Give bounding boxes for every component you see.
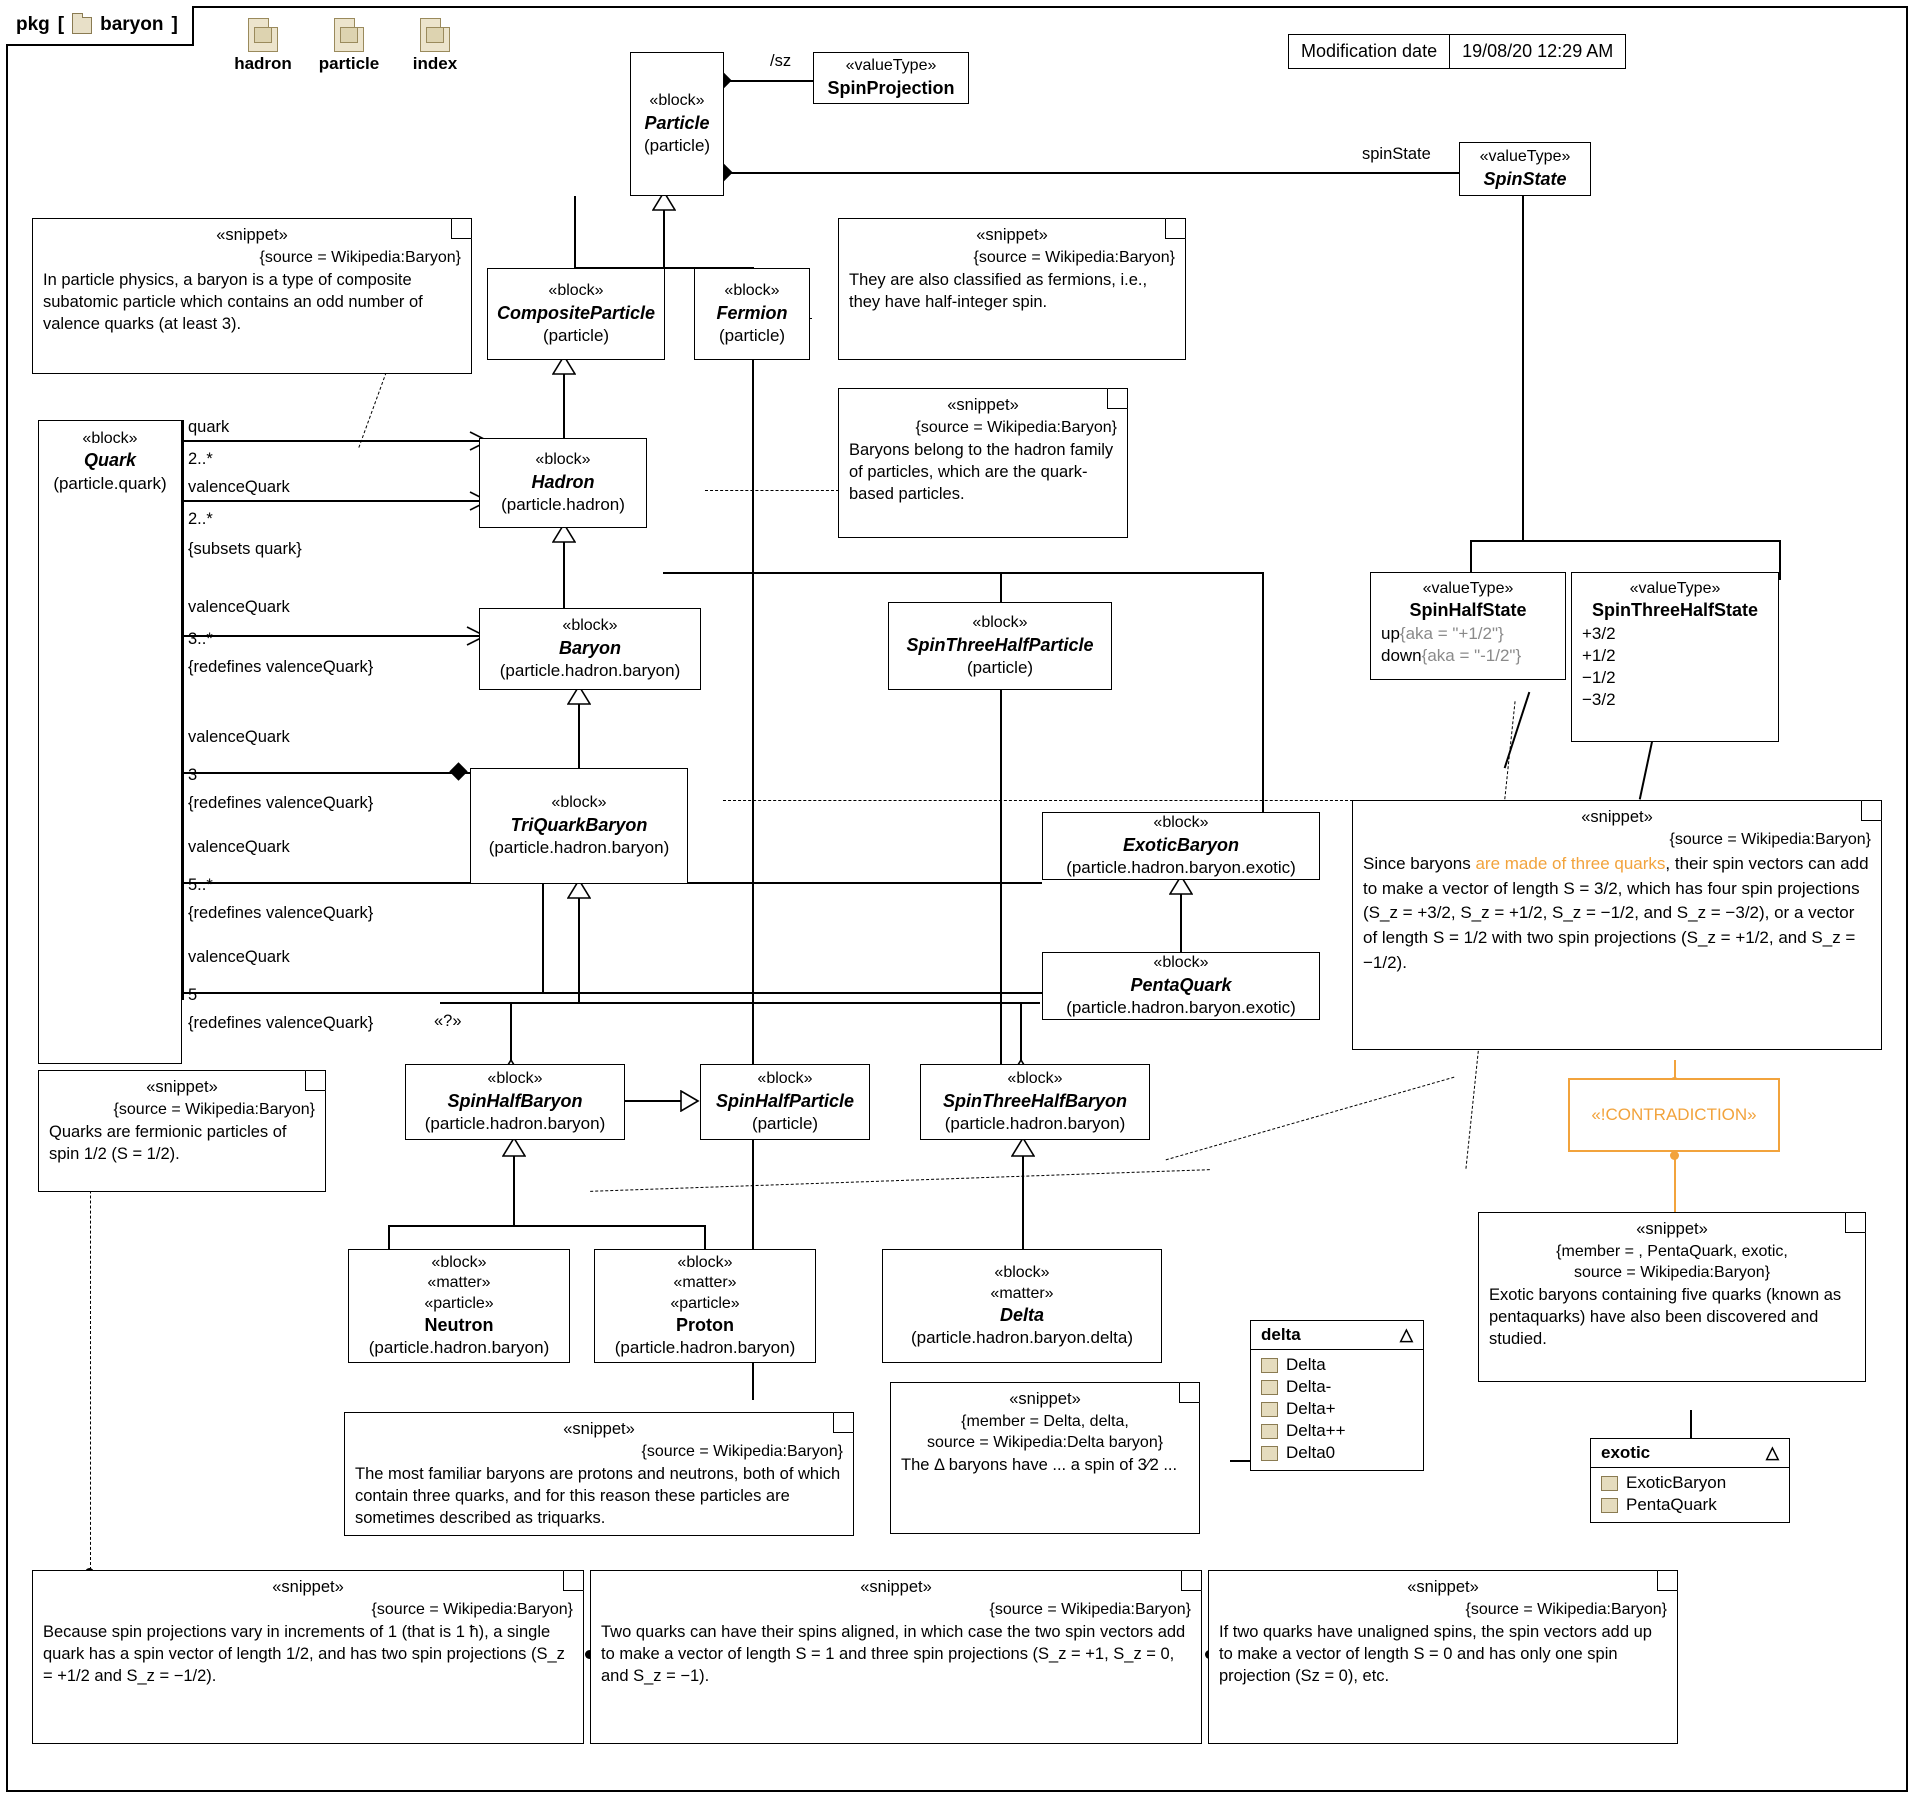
note-source-line1: {member = Delta, delta, — [961, 1412, 1129, 1430]
assoc-valencequark-baryon — [182, 635, 479, 637]
stereotype: «block» — [562, 617, 618, 635]
item-swatch-icon — [1261, 1358, 1278, 1373]
gen-line — [510, 1002, 512, 1064]
stereotype-matter: «matter» — [673, 1274, 737, 1292]
list-item-label: Delta — [1286, 1355, 1326, 1374]
label-valencequark-mult: 2..* — [188, 510, 213, 528]
palette-label: particle — [318, 54, 380, 73]
block-name: Delta — [999, 1305, 1044, 1326]
gen-line — [1020, 1002, 1022, 1064]
palette-label: index — [412, 54, 458, 73]
label-quark-mult: 2..* — [188, 450, 213, 468]
stereotype: «valueType» — [1422, 580, 1514, 597]
stereotype: «block» — [1153, 814, 1209, 832]
list-item-label: Delta++ — [1286, 1421, 1346, 1440]
list-item-label: Delta0 — [1286, 1443, 1336, 1462]
label-vq3-mult: 3 — [188, 766, 198, 784]
stereotype: «block» — [724, 282, 780, 300]
label-vq5star-mult: 5..* — [188, 876, 213, 894]
stereotype: «block» — [994, 1264, 1050, 1282]
note-source-line2: source = Wikipedia:Delta baryon} — [926, 1434, 1164, 1452]
stereotype: «block» — [535, 451, 591, 469]
modification-date-label: Modification date — [1301, 41, 1438, 61]
note-familiar-baryons — [344, 1412, 854, 1536]
gen-line — [388, 1225, 706, 1227]
penta-connector — [542, 992, 1042, 994]
note-source: {source = Wikipedia:Baryon} — [371, 1600, 573, 1618]
edge-label-spinstate: spinState — [1362, 145, 1431, 163]
block-qualifier: (particle.hadron.baryon) — [944, 1113, 1126, 1133]
block-name: ExoticBaryon — [1122, 834, 1240, 855]
note-quarks-fermionic — [38, 1070, 326, 1192]
block-name: TriQuarkBaryon — [510, 814, 648, 835]
value-item: up{aka = "+1/2"} — [1381, 623, 1504, 643]
gen-line — [574, 196, 576, 268]
note-source: {source = Wikipedia:Baryon} — [1669, 830, 1871, 848]
note-anchor-threequarks — [723, 800, 1353, 801]
stereotype-matter: «matter» — [990, 1284, 1054, 1302]
block-neutron[interactable] — [348, 1249, 570, 1363]
fermion-vertical — [752, 360, 754, 1400]
note-stereotype: «snippet» — [272, 1578, 344, 1596]
list-item[interactable] — [1591, 1494, 1789, 1516]
block-qualifier: (particle.hadron.baryon.delta) — [910, 1328, 1134, 1348]
gen-line — [513, 1188, 515, 1226]
gen-line — [388, 1225, 390, 1249]
label-vq5-mult: 5 — [188, 986, 198, 1004]
note-hadron-family — [838, 388, 1128, 538]
note-body-post: , their spin vectors can add to make a vector of length S = 3/2, which has four spin projections (S_z = +3/2, S_z = +1/2, S_z = −1/2, and S_z = −3/2), or a vector of length S = 1/2 with two spin projections (S_z = +1/2, and S_z = −1/2). — [1363, 854, 1869, 972]
package-icon — [248, 18, 278, 52]
palette-item-particle[interactable] — [310, 18, 388, 74]
block-qualifier: (particle.hadron.baryon) — [368, 1338, 550, 1358]
note-source: {source = Wikipedia:Baryon} — [1465, 1600, 1667, 1618]
palette-item-index[interactable] — [400, 18, 470, 74]
note-baryon-definition — [32, 218, 472, 374]
block-name: Proton — [676, 1315, 734, 1336]
note-anchor-hadron — [705, 490, 839, 491]
block-triquarkbaryon[interactable] — [470, 768, 688, 884]
item-swatch-icon — [1261, 1380, 1278, 1395]
list-item[interactable] — [1251, 1442, 1423, 1464]
block-name: Fermion — [716, 302, 788, 323]
note-stereotype: «snippet» — [563, 1420, 635, 1438]
note-contradiction — [1568, 1078, 1780, 1152]
value-item: down{aka = "-1/2"} — [1381, 645, 1522, 665]
list-item[interactable] — [1251, 1420, 1423, 1442]
value-item: +1/2 — [1582, 645, 1616, 665]
block-fermion[interactable] — [694, 268, 810, 360]
note-stereotype: «snippet» — [860, 1578, 932, 1596]
list-exotic[interactable] — [1590, 1438, 1790, 1523]
block-qualifier: (particle.hadron.baryon) — [424, 1113, 606, 1133]
item-swatch-icon — [1261, 1446, 1278, 1461]
note-bottom-1 — [32, 1570, 584, 1744]
block-qualifier: (particle) — [966, 657, 1034, 677]
list-title: exotic — [1601, 1443, 1651, 1462]
note-delta — [890, 1382, 1200, 1534]
block-name: SpinHalfBaryon — [447, 1090, 583, 1111]
label-vq3star-mult: 3..* — [188, 630, 213, 648]
sort-icon[interactable]: △ — [1765, 1443, 1779, 1462]
assoc-valencequark-triquark — [182, 772, 472, 774]
exotic-connector — [542, 882, 544, 992]
gen-line — [1522, 180, 1524, 540]
valuetype-spinthreehalfstate[interactable] — [1571, 572, 1779, 742]
note-stereotype: «snippet» — [1581, 808, 1653, 826]
generalization-arrow — [502, 1138, 526, 1158]
note-body-pre: Since baryons — [1363, 854, 1476, 874]
label-subsets-quark: {subsets quark} — [188, 540, 302, 558]
item-swatch-icon — [1261, 1424, 1278, 1439]
block-quark[interactable] — [38, 420, 182, 1064]
label-vq5-role: valenceQuark — [188, 948, 290, 966]
edge-label-sz: /sz — [770, 52, 792, 70]
list-item[interactable] — [1591, 1472, 1789, 1494]
label-vq3star-role: valenceQuark — [188, 598, 290, 616]
contradiction-anchor — [1670, 1151, 1679, 1160]
note-stereotype: «snippet» — [146, 1078, 218, 1096]
note-body-highlight: are made of three quarks — [1475, 854, 1666, 874]
quark-left-spine — [182, 420, 184, 1000]
list-item-label: Delta+ — [1286, 1399, 1336, 1418]
block-name: Quark — [83, 450, 137, 471]
item-swatch-icon — [1601, 1498, 1618, 1513]
value-item: −1/2 — [1582, 667, 1616, 687]
gen-line — [704, 1225, 706, 1249]
note-source-line1: {member = , PentaQuark, exotic, — [1556, 1242, 1788, 1260]
block-name: SpinThreeHalfBaryon — [942, 1090, 1128, 1111]
note-source: {source = Wikipedia:Baryon} — [989, 1600, 1191, 1618]
block-hadron[interactable] — [479, 438, 647, 528]
assoc-quark-hadron — [182, 440, 482, 442]
note-source-line2: source = Wikipedia:Baryon} — [1573, 1264, 1771, 1282]
list-title: delta — [1261, 1325, 1301, 1344]
block-baryon[interactable] — [479, 608, 701, 690]
list-item-label: ExoticBaryon — [1626, 1473, 1727, 1492]
block-pentaquark[interactable] — [1042, 952, 1320, 1020]
block-spinhalfparticle[interactable] — [700, 1064, 870, 1140]
value-item: −3/2 — [1582, 689, 1616, 709]
package-icon — [420, 18, 450, 52]
item-swatch-icon — [1601, 1476, 1618, 1491]
list-delta[interactable] — [1250, 1320, 1424, 1471]
package-tab: pkg [ baryon ] — [6, 6, 194, 46]
block-name: SpinProjection — [827, 77, 955, 98]
list-item[interactable] — [1251, 1354, 1423, 1376]
note-stereotype: «snippet» — [976, 226, 1048, 244]
label-redefines-3: {redefines valenceQuark} — [188, 904, 374, 922]
valuetype-spinprojection[interactable] — [813, 52, 969, 104]
note-stereotype: «snippet» — [1636, 1220, 1708, 1238]
note-stereotype: «snippet» — [1407, 1578, 1479, 1596]
list-item-label: PentaQuark — [1626, 1495, 1717, 1514]
gen-line — [1000, 690, 1002, 1070]
block-name: CompositeParticle — [496, 302, 656, 323]
block-qualifier: (particle) — [542, 325, 610, 345]
assoc-valencequark-hadron — [182, 500, 482, 502]
edge-particle-spinstate — [724, 172, 1459, 174]
block-qualifier: (particle.hadron.baryon) — [614, 1338, 796, 1358]
note-bottom-2 — [590, 1570, 1202, 1744]
stereotype: «block» — [82, 430, 138, 447]
stereotype: «block» — [649, 92, 705, 110]
label-vq3-role: valenceQuark — [188, 728, 290, 746]
package-icon — [334, 18, 364, 52]
stereotype: «valueType» — [1629, 580, 1721, 597]
note-body: Baryons belong to the hadron family of particles, which are the quark-based particles. — [849, 441, 1114, 504]
gen-line — [663, 572, 1263, 574]
block-name: PentaQuark — [1130, 974, 1232, 995]
note-source: {source = Wikipedia:Baryon} — [973, 248, 1175, 266]
contradiction-label: «!CONTRADICTION» — [1591, 1105, 1757, 1124]
stereotype: «block» — [551, 794, 607, 812]
stereotype: «block» — [677, 1253, 733, 1271]
block-name: SpinThreeHalfState — [1591, 600, 1759, 621]
list-header — [1251, 1321, 1423, 1350]
stereotype: «block» — [1153, 954, 1209, 972]
label-redefines-2: {redefines valenceQuark} — [188, 794, 374, 812]
edge-particle-spinprojection — [723, 80, 813, 82]
package-name: baryon — [100, 14, 164, 35]
note-stereotype: «snippet» — [947, 396, 1019, 414]
note-body: In particle physics, a baryon is a type of composite subatomic particle which contains an odd number of valence quarks (at least 3). — [43, 271, 423, 334]
note-source: {source = Wikipedia:Baryon} — [259, 248, 461, 266]
palette-label: hadron — [234, 54, 292, 73]
assoc-valencequark-penta — [182, 992, 542, 994]
stereotype-particle: «particle» — [424, 1294, 494, 1312]
note-body: If two quarks have unaligned spins, the spin vectors add up to make a vector of length S = 0 and has only one spin projection (Sz = 0), etc. — [1219, 1623, 1652, 1686]
palette-item-hadron[interactable] — [228, 18, 298, 74]
list-item[interactable] — [1251, 1376, 1423, 1398]
block-exoticbaryon[interactable] — [1042, 812, 1320, 880]
modification-date-value: 19/08/20 12:29 AM — [1449, 35, 1625, 68]
label-redefines-1: {redefines valenceQuark} — [188, 658, 374, 676]
stereotype: «block» — [548, 282, 604, 300]
block-qualifier: (particle.hadron.baryon) — [499, 660, 681, 680]
note-bottom-3 — [1208, 1570, 1678, 1744]
note-body — [1363, 852, 1871, 975]
label-redefines-4: {redefines valenceQuark} — [188, 1014, 374, 1032]
block-spinthreehalfbaryon[interactable] — [920, 1064, 1150, 1140]
stereotype: «block» — [487, 1070, 543, 1088]
block-spinhalfbaryon[interactable] — [405, 1064, 625, 1140]
note-stereotype: «snippet» — [216, 226, 288, 244]
block-qualifier: (particle.hadron) — [501, 494, 625, 514]
package-keyword: pkg — [16, 14, 50, 35]
label-question: «?» — [434, 1012, 462, 1030]
block-name: SpinHalfParticle — [715, 1090, 855, 1111]
gen-line — [1000, 572, 1002, 602]
block-name: SpinState — [1483, 168, 1567, 189]
gen-line — [1470, 540, 1780, 542]
block-spinthreehalfparticle[interactable] — [888, 602, 1112, 690]
sort-icon[interactable]: △ — [1399, 1325, 1413, 1344]
note-source: {source = Wikipedia:Baryon} — [113, 1100, 315, 1118]
note-exotic — [1478, 1212, 1866, 1382]
valuetype-spinstate[interactable] — [1459, 142, 1591, 196]
gen-line — [440, 1002, 1040, 1004]
stereotype: «block» — [431, 1253, 487, 1271]
block-compositeparticle[interactable] — [487, 268, 665, 360]
block-qualifier: (particle) — [718, 325, 786, 345]
note-stereotype: «snippet» — [1009, 1390, 1081, 1408]
note-three-quarks — [1352, 800, 1882, 1050]
block-proton[interactable] — [594, 1249, 816, 1363]
note-fermions — [838, 218, 1186, 360]
block-name: SpinThreeHalfParticle — [906, 634, 1094, 655]
note-body: Quarks are fermionic particles of spin 1/2 (S = 1/2). — [49, 1123, 287, 1164]
stereotype: «block» — [757, 1070, 813, 1088]
value-item: +3/2 — [1582, 623, 1616, 643]
note-source: {source = Wikipedia:Baryon} — [641, 1442, 843, 1460]
stereotype: «valueType» — [845, 57, 937, 75]
list-header — [1591, 1439, 1789, 1468]
note-body: Because spin projections vary in increments of 1 (that is 1 ћ), a single quark has a spin vector of length 1/2, and has two spin projections (S_z = +1/2 and S_z = −1/2). — [43, 1623, 565, 1686]
label-quark-role: quark — [188, 418, 230, 436]
block-qualifier: (particle) — [751, 1113, 819, 1133]
generalization-arrow — [1011, 1138, 1035, 1158]
note-body: Two quarks can have their spins aligned, in which case the two spin vectors add to make a vector of length S = 1 and three spin projections (S_z = +1, S_z = 0, and S_z = −1). — [601, 1623, 1186, 1686]
block-name: Particle — [644, 112, 710, 133]
block-name: Neutron — [424, 1315, 494, 1336]
gen-line — [1262, 572, 1264, 812]
modification-date-box — [1288, 34, 1626, 69]
list-item-label: Delta- — [1286, 1377, 1332, 1396]
block-name: Hadron — [531, 471, 595, 492]
block-name: SpinHalfState — [1409, 600, 1527, 621]
note-body: They are also classified as fermions, i.e., they have half-integer spin. — [849, 271, 1148, 312]
block-name: Baryon — [558, 637, 621, 658]
generalization-arrow — [680, 1090, 700, 1112]
gen-line — [1779, 540, 1781, 580]
stereotype-particle: «particle» — [670, 1294, 740, 1312]
stereotype: «valueType» — [1479, 148, 1571, 166]
label-valencequark-role: valenceQuark — [188, 478, 290, 496]
label-vq5star-role: valenceQuark — [188, 838, 290, 856]
block-qualifier: (particle.quark) — [53, 473, 167, 493]
note-body: The most familiar baryons are protons and neutrons, both of which contain three quarks, and for this reason these particles are sometimes described as triquarks. — [355, 1465, 841, 1528]
valuetype-spinhalfstate[interactable] — [1370, 572, 1566, 680]
stereotype: «block» — [1007, 1070, 1063, 1088]
package-icon — [72, 17, 92, 34]
list-item[interactable] — [1251, 1398, 1423, 1420]
stereotype: «block» — [972, 614, 1028, 632]
block-delta[interactable] — [882, 1249, 1162, 1363]
block-qualifier: (particle.hadron.baryon.exotic) — [1066, 857, 1296, 877]
block-qualifier: (particle.hadron.baryon.exotic) — [1066, 997, 1296, 1017]
block-particle[interactable] — [630, 52, 724, 196]
stereotype-matter: «matter» — [427, 1274, 491, 1292]
note-body: Exotic baryons containing five quarks (known as pentaquarks) have also been discovered and studied. — [1489, 1286, 1842, 1349]
item-swatch-icon — [1261, 1402, 1278, 1417]
block-qualifier: (particle) — [643, 135, 711, 155]
block-qualifier: (particle.hadron.baryon) — [488, 837, 670, 857]
note-source: {source = Wikipedia:Baryon} — [915, 418, 1117, 436]
note-body: The Δ baryons have ... a spin of 3⁄2 ... — [901, 1456, 1178, 1475]
